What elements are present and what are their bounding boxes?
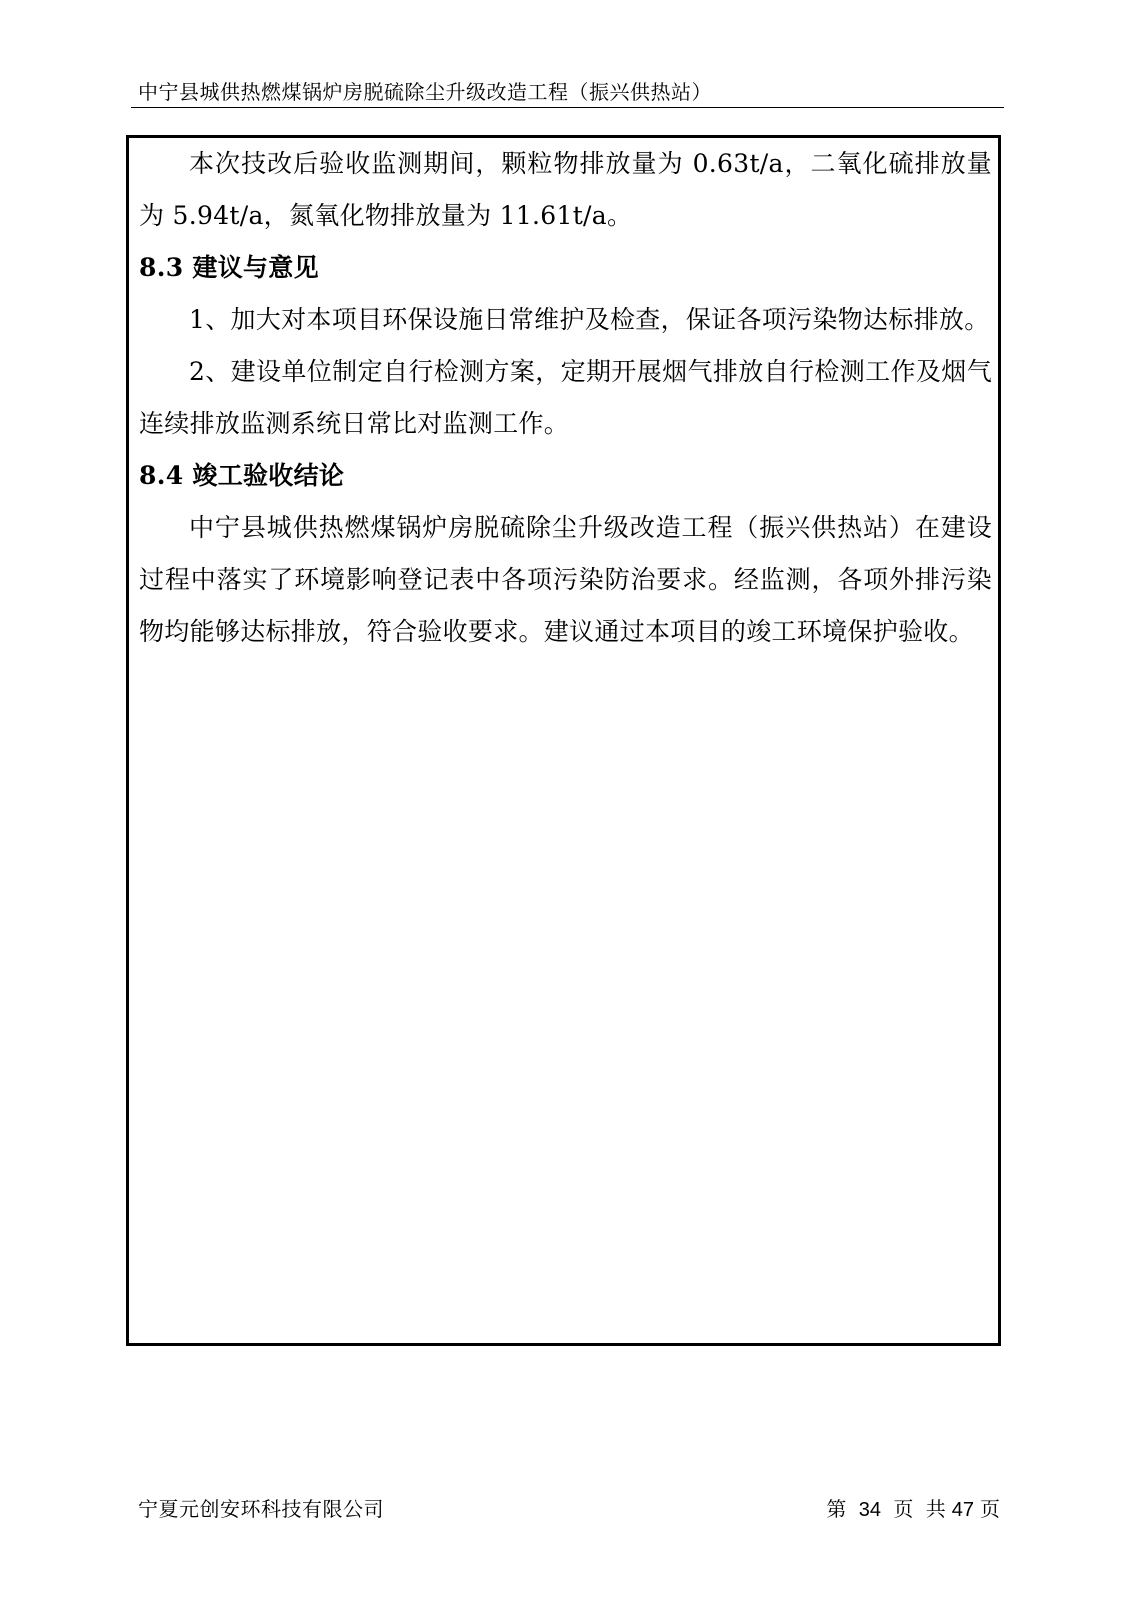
header-divider [131,107,1004,108]
content-table-frame [126,135,1001,1346]
page-header-title: 中宁县城供热燃煤锅炉房脱硫除尘升级改造工程（振兴供热站） [138,80,712,104]
page-label-prefix: 第 [826,1497,847,1521]
content-body [139,138,992,658]
page-label-mid: 页 [893,1497,914,1521]
footer-company-name: 宁夏元创安环科技有限公司 [138,1497,384,1521]
emission-summary-paragraph: 本次技改后验收监测期间，颗粒物排放量为 0.63t/a，二氧化硫排放量为 5.94t/a，氮氧化物排放量为 11.61t/a。 [139,149,992,230]
section-8-3-heading: 8.3 建议与意见 [139,253,319,282]
total-pages: 47 [951,1499,974,1521]
recommendation-item-2: 2、建设单位制定自行检测方案，定期开展烟气排放自行检测工作及烟气连续排放监测系统日常比对监测工作。 [139,357,992,438]
page-number: 34 [858,1499,882,1521]
total-label-prefix: 共 [925,1497,946,1521]
recommendation-item-1: 1、加大对本项目环保设施日常维护及检查，保证各项污染物达标排放。 [189,305,990,334]
section-8-4-heading: 8.4 竣工验收结论 [139,461,345,490]
footer-page-indicator [823,1495,1003,1524]
total-label-suffix: 页 [980,1497,1000,1521]
acceptance-conclusion-paragraph: 中宁县城供热燃煤锅炉房脱硫除尘升级改造工程（振兴供热站）在建设过程中落实了环境影响登记表中各项污染防治要求。经监测，各项外排污染物均能够达标排放，符合验收要求。建议通过本项目的竣工环境保护验收。 [139,513,992,646]
